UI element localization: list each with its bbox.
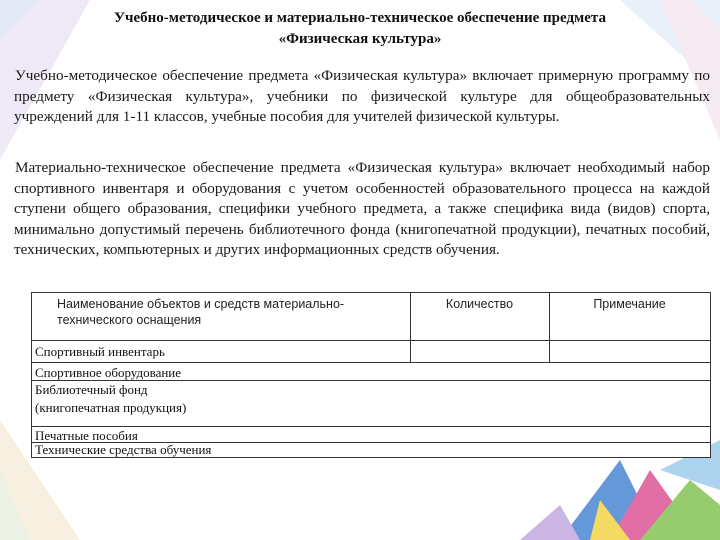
row-sports-equipment: Спортивное оборудование — [35, 365, 182, 380]
row-printed-materials: Печатные пособия — [35, 428, 138, 443]
title-line-1: Учебно-методическое и материально-техническое обеспечение предмета — [114, 10, 606, 26]
slide-title — [40, 8, 680, 50]
table-header-divider — [31, 340, 711, 341]
header-quantity: Количество — [445, 297, 514, 311]
table-row-divider — [31, 362, 711, 363]
row-library-fund: Библиотечный фонд — [35, 382, 148, 397]
header-note: Примечание — [593, 297, 666, 311]
row-technical-means: Технические средства обучения — [35, 442, 212, 457]
paragraph-material-support: Материально-техническое обеспечение предмета «Физическая культура» включает необходимый набор спортивного инвентаря и оборудования с учетом особенностей образовательного процесса на каждой ступени общего образования, специфики учебного предмета, а также специфика вида (видов) спорта, минимально допустимый перечень библиотечного фонда (книгопечатной продукции), печатных пособий, технических, компьютерных и других информационных средств обучения. — [14, 159, 710, 259]
equipment-table — [31, 292, 711, 458]
header-object-name — [57, 296, 407, 328]
header-object-name-line-1: Наименование объектов и средств материально- — [57, 297, 345, 311]
title-line-2: «Физическая культура» — [278, 31, 442, 47]
header-object-name-line-2: технического оснащения — [57, 313, 202, 327]
table-border-left — [31, 292, 32, 458]
row-sports-inventory: Спортивный инвентарь — [35, 344, 165, 359]
paragraph-methodical-support: Учебно-методическое обеспечение предмета «Физическая культура» включает примерную программу по предмету «Физическая культура», учебники по физической культуре для общеобразовательных учреждений для 1-11 классов, учебные пособия для учителей физической культуры. — [14, 67, 710, 126]
table-border-top — [31, 292, 711, 293]
row-library-fund-note: (книгопечатная продукция) — [35, 400, 187, 415]
table-row-divider — [31, 426, 711, 427]
table-border-right — [710, 292, 711, 458]
